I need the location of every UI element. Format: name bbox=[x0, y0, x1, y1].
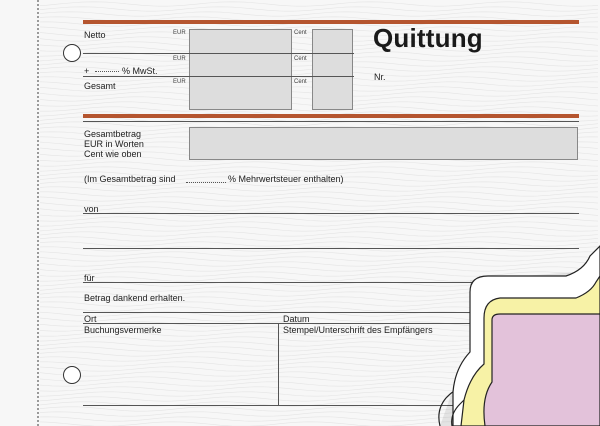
pink-copy-sheet bbox=[484, 314, 600, 426]
eur-label-mwst: EUR bbox=[173, 56, 186, 62]
von-label: von bbox=[84, 204, 99, 214]
datum-label: Datum bbox=[283, 314, 310, 324]
cent-label-netto: Cent bbox=[294, 30, 307, 36]
pink-copy-shape bbox=[484, 314, 600, 426]
cent-label-mwst: Cent bbox=[294, 56, 307, 62]
cent-label-gesamt: Cent bbox=[294, 79, 307, 85]
netto-label: Netto bbox=[84, 30, 106, 40]
signature-label: Stempel/Unterschrift des Empfängers bbox=[283, 325, 433, 335]
gesamt-label: Gesamt bbox=[84, 81, 116, 91]
receipt-title: Quittung bbox=[373, 23, 483, 53]
fuer-label: für bbox=[84, 273, 95, 283]
plus-label: + bbox=[84, 66, 90, 76]
ort-label: Ort bbox=[84, 314, 97, 324]
vat-included-text-start: (Im Gesamtbetrag sind bbox=[84, 174, 176, 184]
cent-wie-oben-label: Cent wie oben bbox=[84, 149, 142, 159]
receipt-number-label: Nr. bbox=[374, 72, 386, 82]
mwst-label: % MwSt. bbox=[122, 66, 158, 76]
eur-label-gesamt: EUR bbox=[173, 79, 186, 85]
received-thanks-text: Betrag dankend erhalten. bbox=[84, 293, 186, 303]
eur-label-netto: EUR bbox=[173, 30, 186, 36]
booking-notes-label: Buchungsvermerke bbox=[84, 325, 162, 335]
gesamtbetrag-label: Gesamtbetrag bbox=[84, 129, 142, 139]
eur-in-worten-label: EUR in Worten bbox=[84, 139, 144, 149]
vat-included-text-end: % Mehrwertsteuer enthalten) bbox=[228, 174, 344, 184]
